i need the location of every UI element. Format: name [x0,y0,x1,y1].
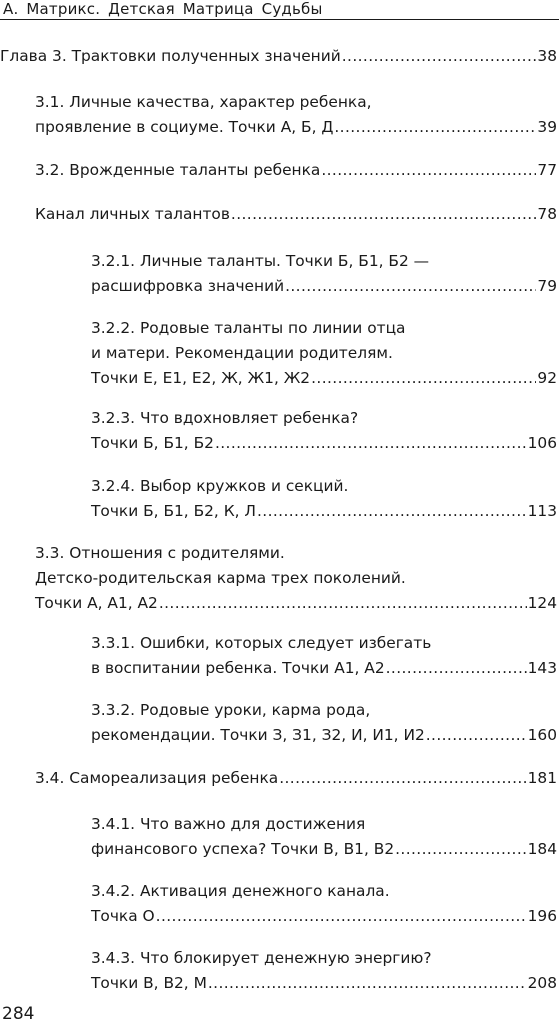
toc-entry-title: 3.2.1. Личные таланты. Точки Б, Б1, Б2 — [91,252,430,270]
toc-entry-line [0,44,557,69]
toc-page-number: 38 [537,47,557,65]
dot-leader [386,656,527,681]
toc-entry-talent-channel[interactable] [35,202,557,227]
toc-entry-3-4-2[interactable] [91,879,557,929]
toc-page-number: 196 [527,907,557,925]
toc-entry-3-4-3[interactable] [91,946,557,996]
toc-entry-3-2-1[interactable] [91,249,557,299]
toc-entry-title: и матери. Рекомендации родителям. [91,344,393,362]
dot-leader [159,591,527,616]
dot-leader [342,44,537,69]
dot-leader [215,431,527,456]
dot-leader [208,971,527,996]
toc-page-number: 184 [527,840,557,858]
toc-entry-title: рекомендации. Точки З, З1, З2, И, И1, И2 [91,726,425,744]
header-rule [0,19,559,20]
toc-page-number: 39 [537,118,557,136]
toc-page-number: 143 [527,659,557,677]
toc-entry-line [91,837,557,862]
dot-leader [334,115,536,140]
toc-entry-title: 3.3.2. Родовые уроки, карма рода, [91,701,371,719]
toc-entry-title: Точки А, А1, А2 [35,594,158,612]
toc-entry-3-3-2[interactable] [91,698,557,748]
toc-entry-title: 3.2.2. Родовые таланты по линии отца [91,319,406,337]
toc-entry-line [35,115,557,140]
toc-entry-title: Канал личных талантов [35,205,230,223]
toc-entry-line [91,971,557,996]
toc-entry-title: проявление в социуме. Точки А, Б, Д [35,118,334,136]
toc-entry-line [91,431,557,456]
toc-entry-title: 3.2.4. Выбор кружков и секций. [91,477,349,495]
dot-leader [279,766,526,791]
toc-entry-title: 3.4.1. Что важно для достижения [91,815,366,833]
toc-entry-line [91,499,557,524]
toc-entry-3-4-1[interactable] [91,812,557,862]
toc-entry-3-2[interactable] [35,158,557,183]
toc-entry-3-4[interactable] [35,766,557,791]
dot-leader [321,158,536,183]
toc-entry-3-3-1[interactable] [91,631,557,681]
dot-leader [395,837,527,862]
toc-entry-3-1[interactable] [35,90,557,140]
running-title: А. Матрикс. Детская Матрица Судьбы [3,0,323,18]
toc-entry-title: 3.2. Врожденные таланты ребенка [35,161,321,179]
toc-entry-title: Точки Е, Е1, Е2, Ж, Ж1, Ж2 [91,369,311,387]
toc-entry-title: 3.3.1. Ошибки, которых следует избегать [91,634,432,652]
toc-entry-line [35,202,557,227]
dot-leader [426,723,527,748]
toc-page-number: 160 [527,726,557,744]
toc-entry-title: Точки В, В2, М [91,974,207,992]
toc-entry-title: 3.1. Личные качества, характер ребенка, [35,93,372,111]
toc-entry-title: 3.4.2. Активация денежного канала. [91,882,390,900]
toc-entry-title: Точки Б, Б1, Б2 [91,434,214,452]
toc-entry-line [35,766,557,791]
toc-entry-line [35,158,557,183]
dot-leader [311,366,536,391]
page-number: 284 [2,1004,35,1024]
toc-entry-title: Глава 3. Трактовки полученных значений [0,47,341,65]
toc-page-number: 124 [527,594,557,612]
toc-entry-line [91,904,557,929]
toc-entry-chapter-3[interactable] [0,44,557,69]
toc-entry-line [91,723,557,748]
toc-page-number: 92 [537,369,557,387]
toc-entry-title: 3.3. Отношения с родителями. [35,544,285,562]
toc-page-number: 208 [527,974,557,992]
toc-entry-line [91,656,557,681]
toc-entry-title: 3.4. Самореализация ребенка [35,769,279,787]
toc-entry-title: Точка О [91,907,155,925]
toc-entry-title: финансового успеха? Точки В, В1, В2 [91,840,395,858]
toc-page-number: 77 [537,161,557,179]
toc-entry-title: расшифровка значений [91,277,285,295]
toc-entry-3-2-4[interactable] [91,474,557,524]
dot-leader [231,202,536,227]
toc-entry-3-2-3[interactable] [91,406,557,456]
toc-entry-title: 3.2.3. Что вдохновляет ребенка? [91,409,359,427]
dot-leader [257,499,527,524]
toc-entry-line [91,366,557,391]
toc-entry-title: Точки Б, Б1, Б2, К, Л [91,502,256,520]
toc-entry-3-2-2[interactable] [91,316,557,391]
toc-entry-line [35,591,557,616]
toc-entry-title: 3.4.3. Что блокирует денежную энергию? [91,949,432,967]
toc-entry-3-3[interactable] [35,541,557,616]
toc-page-number: 181 [527,769,557,787]
dot-leader [156,904,527,929]
toc-entry-title: в воспитании ребенка. Точки А1, А2 [91,659,385,677]
toc-page-number: 113 [527,502,557,520]
dot-leader [285,274,536,299]
toc-entry-line [91,274,557,299]
toc-page-number: 78 [537,205,557,223]
toc-entry-title: Детско-родительская карма трех поколений. [35,569,406,587]
toc-page-number: 106 [527,434,557,452]
toc-page-number: 79 [537,277,557,295]
